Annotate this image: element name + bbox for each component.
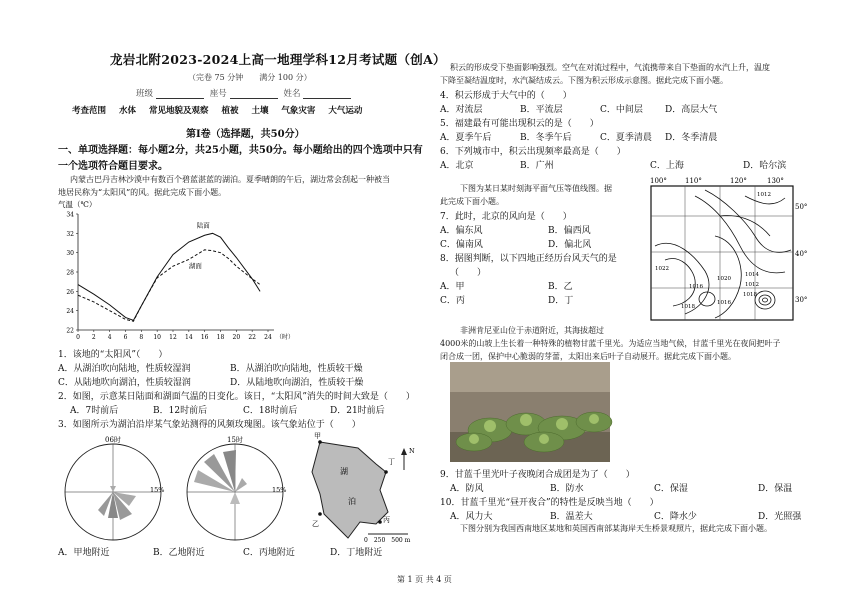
q4-option-a[interactable]: A．对流层 [440, 105, 483, 115]
section-heading: 第Ⅰ卷（选择题，共50分） [186, 129, 305, 140]
lon-110: 110° [685, 177, 702, 185]
q8-option-b[interactable]: B．乙 [548, 282, 573, 292]
x-tick-label: 14 [185, 334, 193, 341]
lake-word-1: 湖 [340, 467, 348, 476]
intro-line-2: 地居民称为“太阳风”的风。据此完成下面小题。 [58, 188, 227, 197]
point-ding: 丁 [388, 458, 395, 466]
wind-rose-15 [187, 435, 286, 540]
plant-intro-1: 非洲肯尼亚山位于赤道附近，其海拔超过 [460, 326, 604, 335]
temperature-chart [58, 198, 295, 348]
q5-option-a[interactable]: A．夏季午后 [440, 133, 492, 143]
intro-line-1: 内蒙古巴丹吉林沙漠中有数百个碧蓝湛蓝的湖泊。夏季晴朗的午后，湖边常会刮起一种被当 [70, 175, 390, 184]
isobar-label: 1016 [717, 300, 731, 306]
rose1-time: 06时 [105, 436, 121, 444]
q6-option-c[interactable]: C．上海 [650, 161, 684, 171]
q6-option-b[interactable]: B．广州 [520, 161, 554, 171]
scope-item: 大气运动 [328, 106, 363, 116]
x-tick-label: 12 [169, 334, 177, 341]
q5-option-b[interactable]: B．冬季午后 [520, 133, 572, 143]
page-footer: 第 1 页 共 4 页 [397, 575, 452, 584]
exam-meta: （完卷 75 分钟 满分 100 分） [188, 73, 312, 82]
isobar-map [645, 176, 817, 324]
plant-intro-2: 4000米的山坡上生长着一种特殊的植物甘蓝千里光。为适应当地气候，甘蓝千里光在夜间把叶子 [440, 339, 781, 348]
x-tick-label: 2 [91, 334, 96, 341]
instruction-line-1: 一、单项选择题：每小题2分，共25小题，共50分。每小题给出的四个选项中只有 [58, 145, 423, 156]
x-tick-label: 20 [232, 334, 241, 341]
isobar-label: 1022 [655, 266, 669, 272]
q7-option-d[interactable]: D．偏北风 [548, 240, 592, 250]
q3-option-d[interactable]: D．丁地附近 [330, 548, 383, 558]
x-tick-label: 16 [200, 334, 209, 341]
scope-item: 水体 [118, 106, 136, 116]
lake-map [312, 432, 415, 544]
plant-intro-3: 闭合成一团，保护中心脆弱的芽蕾，太阳出来后叶子自动展开。据此完成下面小题。 [440, 352, 736, 361]
lake-word-2: 泊 [348, 497, 356, 506]
y-tick-label: 34 [66, 211, 74, 219]
q4-option-c[interactable]: C．中间层 [600, 105, 643, 115]
y-tick-label: 26 [66, 288, 74, 296]
q7-option-a[interactable]: A．偏东风 [440, 226, 483, 236]
x-unit-label: （时） [276, 334, 295, 341]
lon-120: 120° [730, 177, 747, 185]
wind-rose-figure [58, 430, 418, 545]
isobar-label: 1016 [689, 284, 703, 290]
lat-50: 50° [795, 203, 808, 211]
q9-option-b[interactable]: B．防水 [550, 484, 584, 494]
isobar-label: 1012 [757, 192, 771, 198]
point-bing: 丙 [383, 516, 390, 524]
lon-130: 130° [767, 177, 784, 185]
q9-option-d[interactable]: D．保温 [758, 484, 793, 494]
scale-bar: 0 250 500 m [364, 537, 411, 544]
y-tick-label: 30 [66, 250, 74, 258]
q4-option-b[interactable]: B．平流层 [520, 105, 563, 115]
x-tick-label: 10 [153, 334, 161, 341]
last-intro: 下图分别为我国西南地区某地和英国西南部某海岸天生桥景观照片，据此完成下面小题。 [460, 524, 772, 533]
scope-item: 土壤 [251, 106, 269, 116]
q7-option-b[interactable]: B．偏西风 [548, 226, 591, 236]
q1-option-d[interactable]: D．从陆地吹向湖泊，性质较干燥 [230, 378, 364, 388]
lat-30: 30° [795, 296, 808, 304]
cumulus-intro-1: 积云的形成受下垫面影响强烈。空气在对流过程中，气流携带来自下垫面的水汽上升，温度 [450, 63, 770, 72]
isobar-label: 1020 [717, 276, 731, 282]
q10-option-b[interactable]: B．温差大 [550, 512, 593, 522]
class-blank[interactable] [156, 90, 204, 99]
isobar-label: 1018 [743, 292, 757, 298]
q10-stem: 10．甘蓝千里光“昼开夜合”的特性是反映当地（ ） [440, 498, 659, 508]
isobar-label: 1012 [745, 282, 759, 288]
q10-option-a[interactable]: A．风力大 [450, 512, 493, 522]
cumulus-intro-2: 下降至凝结温度时，水汽凝结成云。下图为积云形成示意图。据此完成下面小题。 [440, 76, 728, 85]
instruction-line-2: 一个选项符合题目要求。 [58, 161, 168, 172]
y-tick-label: 32 [66, 230, 74, 238]
seat-label: 座号 [209, 89, 227, 99]
scope-item: 气象灾害 [281, 106, 316, 116]
x-tick-label: 0 [76, 334, 80, 341]
q7-stem: 7．此时，北京的风向是（ ） [440, 212, 572, 222]
chart-ylabel: 气温（℃） [58, 200, 97, 209]
point-jia: 甲 [314, 432, 321, 440]
q8-option-c[interactable]: C．丙 [440, 296, 465, 306]
q4-stem: 4．积云形成于大气中的（ ） [440, 91, 572, 101]
q10-option-d[interactable]: D．光照强 [758, 512, 802, 522]
rose1-pct: 15% [150, 486, 165, 494]
name-blank[interactable] [303, 90, 351, 99]
exam-title: 龙岩北附2023-2024上高一地理学科12月考试题（创A） [110, 52, 446, 67]
q2-option-b[interactable]: B．12时前后 [153, 406, 208, 416]
q1-option-c[interactable]: C．从陆地吹向湖泊，性质较湿润 [58, 378, 191, 388]
scope-label: 考查范围 [72, 106, 107, 116]
q10-option-c[interactable]: C．降水少 [654, 512, 697, 522]
north-arrow-icon [401, 447, 415, 470]
q3-option-b[interactable]: B．乙地附近 [153, 548, 205, 558]
class-label: 班级 [136, 89, 154, 99]
q1-option-b[interactable]: B．从湖泊吹向陆地，性质较干燥 [230, 364, 363, 374]
q8-stem-1: 8．据图判断，以下四地正经历台风天气的是 [440, 254, 617, 264]
isobar-label: 1014 [745, 272, 759, 278]
q6-option-d[interactable]: D．哈尔滨 [743, 161, 787, 171]
q2-stem: 2．如图，示意某日陆面和湖面气温的日变化。该日，“太阳风”消失的时间大致是（ ） [58, 392, 415, 402]
q4-option-d[interactable]: D．高层大气 [665, 105, 718, 115]
x-tick-label: 18 [216, 334, 225, 341]
q8-option-a[interactable]: A．甲 [440, 282, 465, 292]
q5-option-d[interactable]: D．冬季清晨 [665, 133, 718, 143]
x-tick-label: 24 [264, 334, 272, 341]
x-tick-label: 8 [139, 334, 144, 341]
q2-option-d[interactable]: D．21时前后 [330, 406, 385, 416]
rose2-pct: 15% [272, 486, 287, 494]
q9-option-c[interactable]: C．保湿 [654, 484, 688, 494]
q3-stem: 3．如图所示为湖泊沿岸某气象站测得的风频玫瑰图。该气象站位于（ ） [58, 420, 361, 430]
land-series-label: 陆面 [196, 221, 210, 230]
q8-option-d[interactable]: D．丁 [548, 296, 574, 306]
isobar-label: 1018 [681, 304, 695, 310]
q9-stem: 9．甘蓝千里光叶子夜晚闭合成团是为了（ ） [440, 470, 635, 480]
plant-photo [450, 362, 610, 462]
lake-series-label: 湖面 [188, 262, 202, 271]
map-intro-2: 此完成下面小题。 [440, 197, 504, 206]
student-fields [136, 87, 354, 99]
scope-line [72, 104, 362, 116]
q9-option-a[interactable]: A．防风 [450, 484, 484, 494]
q1-option-a[interactable]: A．从湖泊吹向陆地，性质较湿润 [58, 364, 191, 374]
map-intro-1: 下图为某日某时刻海平面气压等值线图。据 [460, 184, 612, 193]
x-tick-label: 6 [123, 334, 128, 341]
q3-option-a[interactable]: A．甲地附近 [58, 548, 110, 558]
lon-100: 100° [650, 177, 667, 185]
north-label: N [409, 447, 415, 455]
q2-option-c[interactable]: C．18时前后 [243, 406, 298, 416]
wind-rose-06 [65, 435, 164, 540]
q5-option-c[interactable]: C．夏季清晨 [600, 133, 652, 143]
q2-option-a[interactable]: A．7时前后 [70, 406, 119, 416]
name-label: 姓名 [283, 89, 301, 99]
lat-40: 40° [795, 250, 808, 258]
q5-stem: 5．福建最有可能出现积云的是（ ） [440, 119, 599, 129]
rose2-time: 15时 [227, 436, 243, 444]
x-tick-label: 4 [107, 334, 112, 341]
seat-blank[interactable] [230, 90, 278, 99]
x-tick-label: 22 [248, 334, 256, 341]
q7-option-c[interactable]: C．偏南风 [440, 240, 483, 250]
point-yi: 乙 [312, 520, 319, 528]
q1-stem: 1．该地的“太阳风”（ ） [58, 350, 168, 360]
land-series-line [78, 233, 260, 320]
q6-stem: 6．下列城市中，积云出现频率最高是（ ） [440, 147, 626, 157]
q8-stem-2: （ ） [450, 268, 487, 278]
q6-option-a[interactable]: A．北京 [440, 161, 474, 171]
q3-option-c[interactable]: C．丙地附近 [243, 548, 295, 558]
y-tick-label: 24 [66, 308, 74, 316]
y-tick-label: 28 [66, 269, 74, 277]
scope-item: 常见地貌及观察 [148, 106, 209, 116]
scope-item: 植被 [221, 106, 239, 116]
y-tick-label: 22 [66, 327, 74, 335]
